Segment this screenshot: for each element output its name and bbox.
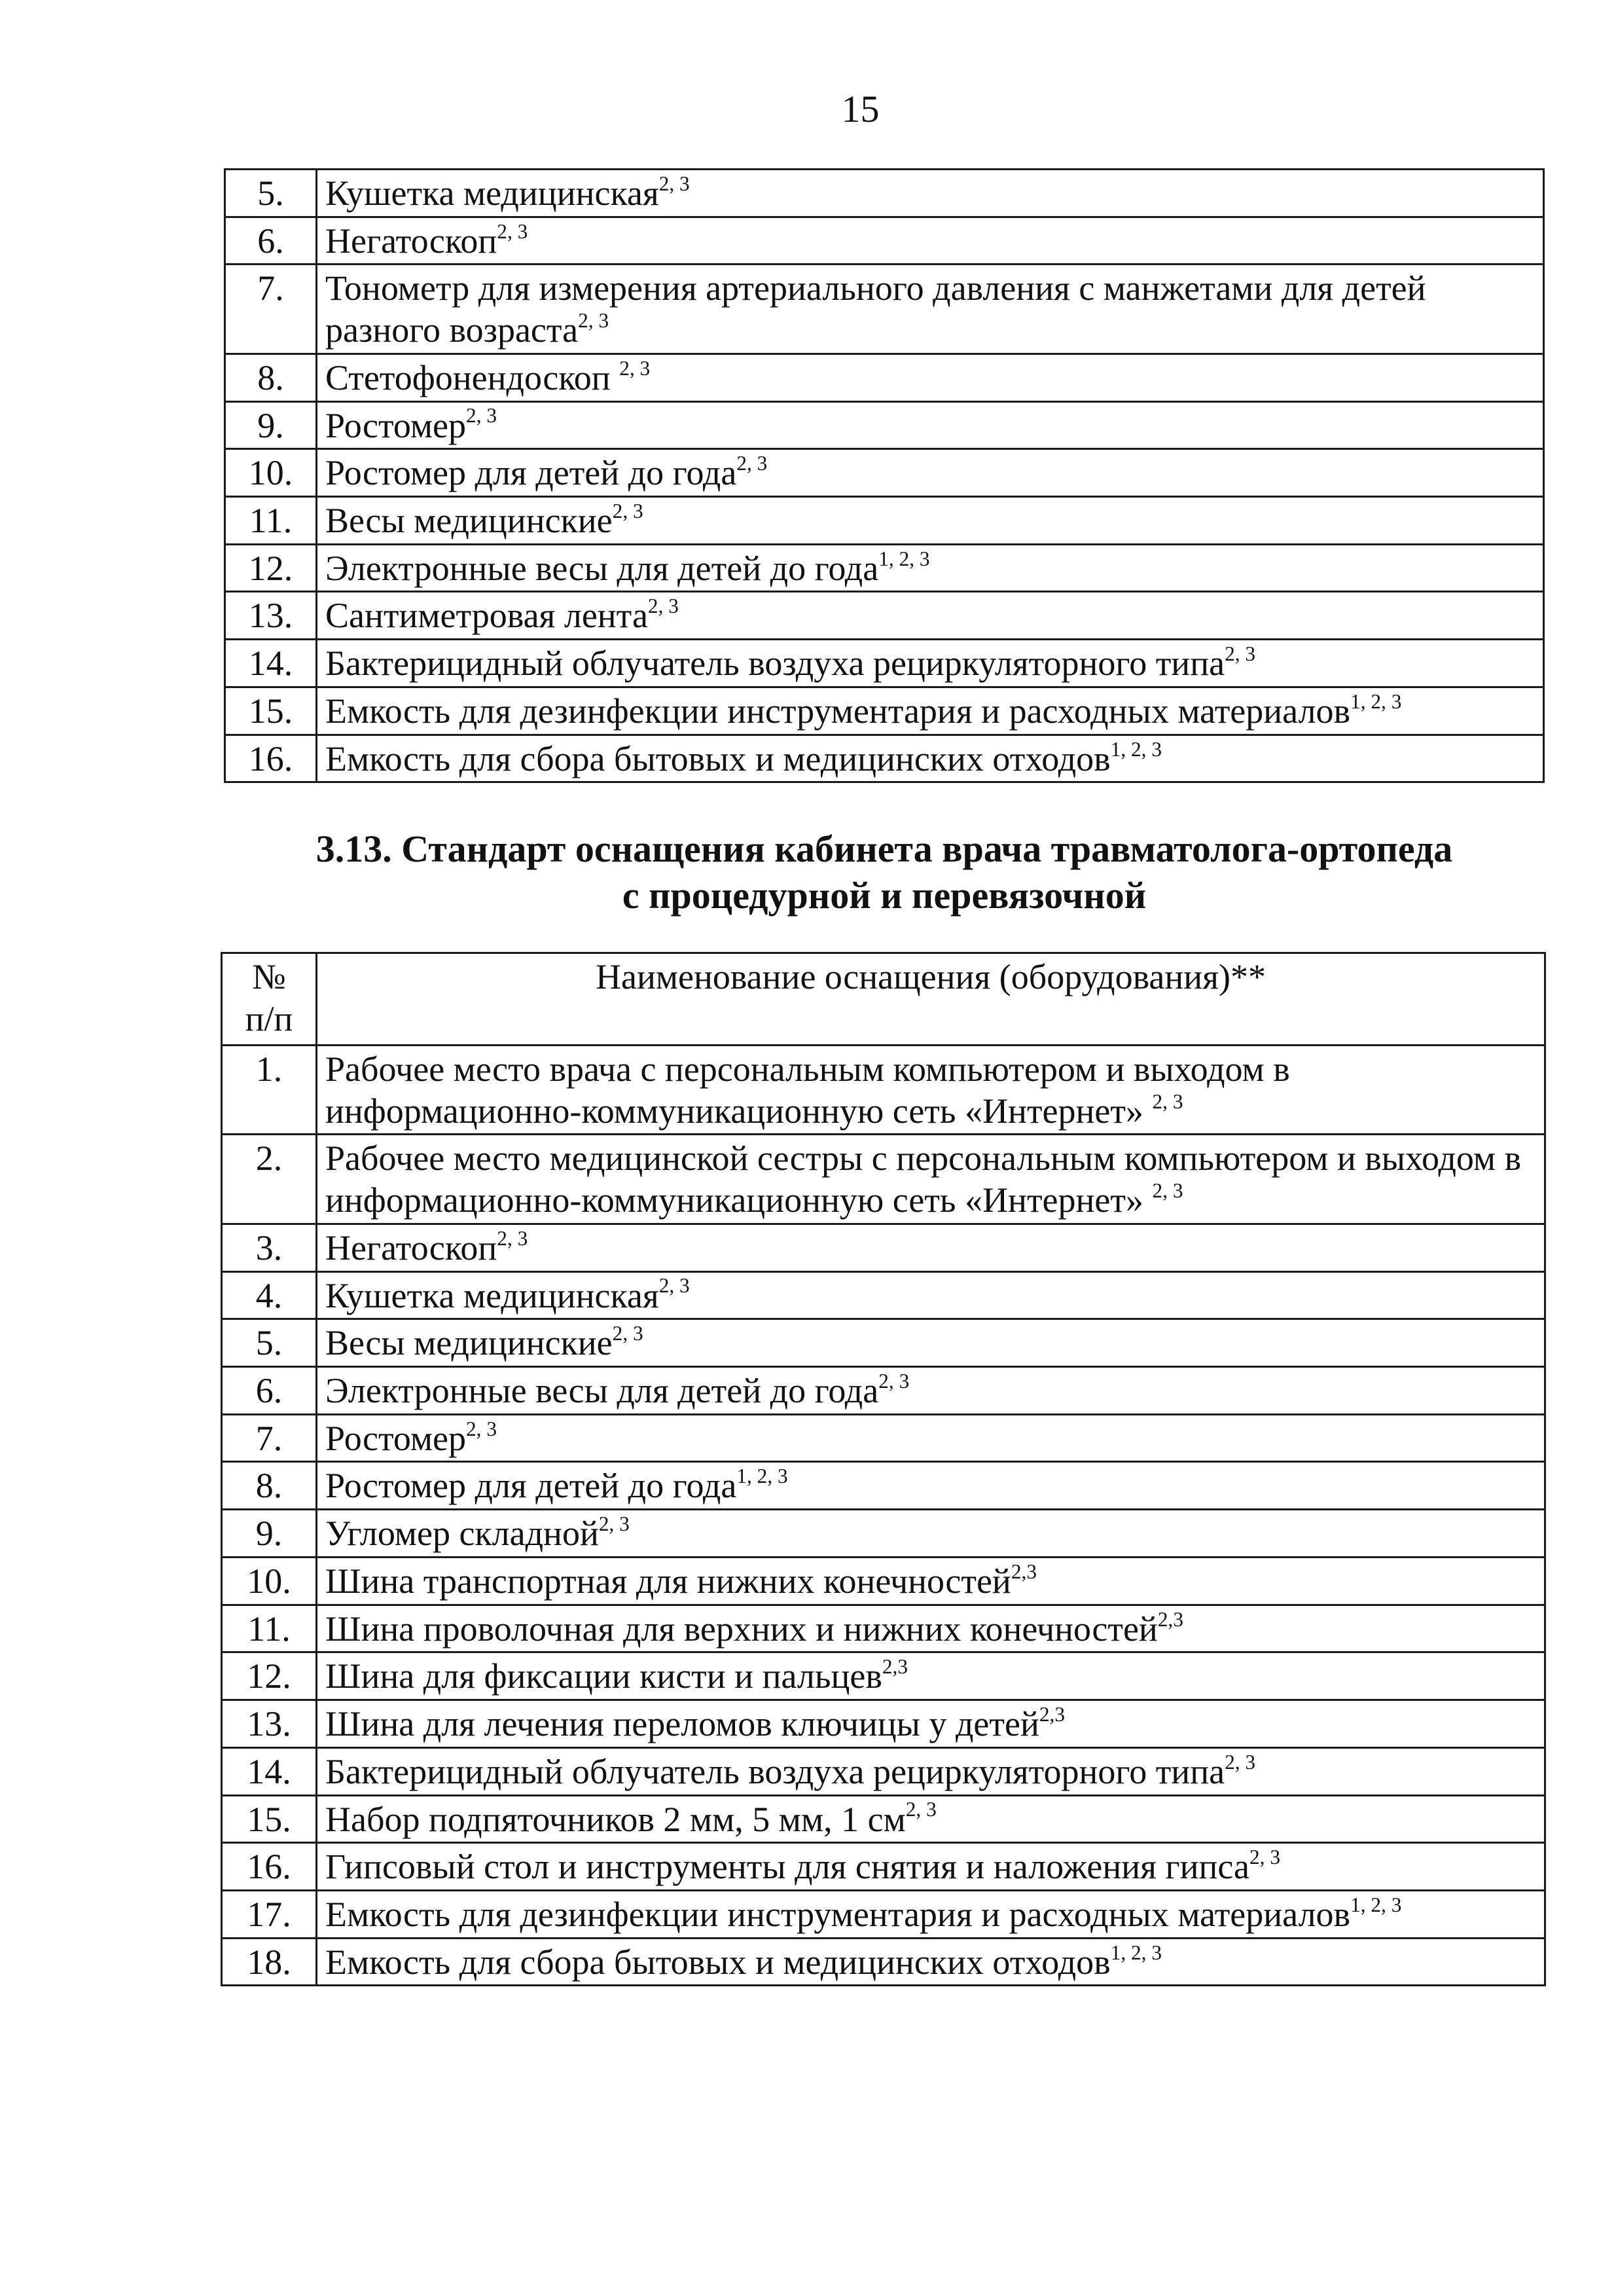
equipment-name bbox=[317, 1843, 1545, 1891]
row-number bbox=[222, 1747, 317, 1795]
equipment-name-text: Гипсовый стол и инструменты для снятия и наложения гипса bbox=[325, 1847, 1249, 1887]
footnote-marker: 2, 3 bbox=[736, 452, 768, 475]
table-row bbox=[222, 1890, 1545, 1938]
table-header-row bbox=[222, 953, 1545, 1046]
table-row bbox=[225, 449, 1544, 497]
row-number-text: 14. bbox=[248, 644, 293, 683]
footnote-marker: 1, 2, 3 bbox=[1350, 689, 1402, 713]
footnote-marker: 2, 3 bbox=[905, 1798, 937, 1821]
header-number-abbrev: п/п bbox=[245, 998, 293, 1038]
table-row bbox=[222, 1271, 1545, 1319]
footnote-marker: 2, 3 bbox=[878, 1369, 910, 1393]
row-number bbox=[225, 640, 317, 687]
row-number-text: 18. bbox=[247, 1942, 291, 1982]
footnote-marker: 2, 3 bbox=[612, 1322, 643, 1345]
table-row bbox=[222, 1510, 1545, 1558]
equipment-name bbox=[317, 1414, 1545, 1462]
table-row bbox=[222, 1795, 1545, 1843]
table-row bbox=[225, 687, 1544, 735]
footnote-marker: 1, 2, 3 bbox=[1110, 1941, 1162, 1964]
trauma-orthopedist-equipment-table bbox=[221, 952, 1546, 1986]
equipment-name-text: Рабочее место врача с персональным компьютером и выходом в информационно-коммуникационную сеть «Интернет» bbox=[325, 1049, 1290, 1131]
equipment-name-text: Емкость для дезинфекции инструментария и расходных материалов bbox=[325, 691, 1351, 731]
footnote-marker: 2,3 bbox=[1039, 1702, 1066, 1726]
row-number-text: 15. bbox=[248, 691, 293, 731]
footnote-marker: 2,3 bbox=[1157, 1607, 1183, 1631]
equipment-name bbox=[317, 592, 1544, 640]
header-number-sign: № bbox=[252, 957, 286, 996]
equipment-name bbox=[317, 544, 1544, 592]
footnote-marker: 2, 3 bbox=[658, 1274, 690, 1298]
table-row bbox=[222, 1414, 1545, 1462]
equipment-name bbox=[317, 217, 1544, 264]
trauma-orthopedist-equipment-body bbox=[222, 1046, 1545, 1986]
row-number-text: 11. bbox=[249, 501, 293, 541]
row-number-text: 7. bbox=[257, 268, 284, 308]
equipment-name bbox=[317, 170, 1544, 217]
equipment-name-text: Электронные весы для детей до года bbox=[325, 1371, 879, 1411]
row-number-text: 8. bbox=[255, 1466, 283, 1506]
equipment-name bbox=[317, 1224, 1545, 1271]
row-number-text: 3. bbox=[255, 1228, 283, 1267]
equipment-name-text: Весы медицинские bbox=[325, 1323, 613, 1363]
equipment-name bbox=[317, 1462, 1545, 1510]
equipment-name-text: Весы медицинские bbox=[325, 501, 613, 541]
equipment-name-text: Кушетка медицинская bbox=[325, 173, 659, 213]
table-row bbox=[225, 735, 1544, 782]
table-row bbox=[225, 497, 1544, 545]
footnote-marker: 2, 3 bbox=[497, 219, 528, 243]
footnote-marker: 2, 3 bbox=[1152, 1089, 1183, 1113]
footnote-marker: 2, 3 bbox=[612, 499, 643, 522]
equipment-name bbox=[317, 1938, 1545, 1986]
table-row bbox=[222, 1135, 1545, 1224]
row-number-text: 7. bbox=[255, 1418, 283, 1458]
row-number bbox=[222, 1510, 317, 1558]
equipment-name-text: Ростомер bbox=[325, 405, 466, 445]
equipment-name bbox=[317, 401, 1544, 449]
row-number-text: 13. bbox=[247, 1704, 291, 1744]
equipment-name-text: Бактерицидный облучатель воздуха рециркуляторного типа bbox=[325, 1751, 1225, 1791]
footnote-marker: 2, 3 bbox=[466, 1417, 497, 1440]
equipment-name bbox=[317, 497, 1544, 545]
table-row bbox=[222, 1224, 1545, 1271]
row-number-text: 12. bbox=[248, 548, 293, 588]
equipment-name bbox=[317, 1510, 1545, 1558]
equipment-name-text: Стетофонендоскоп bbox=[325, 357, 620, 397]
row-number bbox=[225, 170, 317, 217]
row-number-text: 11. bbox=[247, 1609, 291, 1649]
row-number-text: 10. bbox=[248, 453, 293, 493]
equipment-name bbox=[317, 1605, 1545, 1652]
footnote-marker: 2, 3 bbox=[598, 1512, 630, 1536]
footnote-marker: 2, 3 bbox=[658, 172, 690, 195]
row-number bbox=[222, 1224, 317, 1271]
footnote-marker: 1, 2, 3 bbox=[1350, 1893, 1402, 1916]
row-number bbox=[225, 735, 317, 782]
equipment-name-text: Емкость для дезинфекции инструментария и расходных материалов bbox=[325, 1894, 1351, 1934]
section-title-line-1: 3.13. Стандарт оснащения кабинета врача травматолога-ортопеда bbox=[315, 828, 1453, 870]
table-row bbox=[222, 1938, 1545, 1986]
header-name-cell: Наименование оснащения (оборудования)** bbox=[317, 953, 1545, 1046]
row-number-text: 10. bbox=[247, 1561, 291, 1601]
section-title-line-2: с процедурной и перевязочной bbox=[622, 873, 1147, 917]
row-number bbox=[225, 592, 317, 640]
equipment-name-text: Ростомер для детей до года bbox=[325, 1466, 737, 1506]
row-number bbox=[225, 401, 317, 449]
equipment-name-text: Рабочее место медицинской сестры с персональным компьютером и выходом в информационно-коммуникационную сеть «Интернет» bbox=[325, 1139, 1522, 1220]
footnote-marker: 1, 2, 3 bbox=[1110, 737, 1162, 761]
row-number-text: 15. bbox=[247, 1799, 291, 1839]
footnote-marker: 2, 3 bbox=[1225, 642, 1256, 666]
row-number bbox=[225, 264, 317, 354]
row-number-text: 1. bbox=[255, 1049, 283, 1089]
footnote-marker: 2, 3 bbox=[578, 309, 609, 333]
row-number bbox=[225, 497, 317, 545]
footnote-marker: 2, 3 bbox=[1225, 1750, 1256, 1774]
row-number-text: 4. bbox=[255, 1275, 283, 1315]
table-row bbox=[225, 544, 1544, 592]
footnote-marker: 2, 3 bbox=[1249, 1846, 1280, 1869]
equipment-name bbox=[317, 1046, 1545, 1135]
table-row bbox=[225, 264, 1544, 354]
footnote-marker: 2,3 bbox=[882, 1655, 908, 1679]
row-number-text: 9. bbox=[255, 1514, 283, 1554]
row-number-text: 5. bbox=[257, 173, 284, 213]
equipment-name-text: Шина проволочная для верхних и нижних конечностей bbox=[325, 1609, 1158, 1649]
row-number-text: 14. bbox=[247, 1751, 291, 1791]
row-number-text: 9. bbox=[257, 405, 284, 445]
equipment-name-text: Негатоскоп bbox=[325, 221, 497, 261]
equipment-name bbox=[317, 1319, 1545, 1367]
equipment-name bbox=[317, 1747, 1545, 1795]
row-number-text: 6. bbox=[255, 1371, 283, 1411]
row-number bbox=[222, 1414, 317, 1462]
row-number-text: 6. bbox=[257, 221, 284, 261]
equipment-name-text: Бактерицидный облучатель воздуха рециркуляторного типа bbox=[325, 644, 1225, 683]
table-row bbox=[222, 1652, 1545, 1700]
table-row bbox=[222, 1843, 1545, 1891]
equipment-name bbox=[317, 735, 1544, 782]
footnote-marker: 2,3 bbox=[1011, 1559, 1037, 1583]
table-row bbox=[225, 217, 1544, 264]
equipment-name-text: Шина транспортная для нижних конечностей bbox=[325, 1561, 1011, 1601]
section-title bbox=[224, 826, 1545, 919]
row-number bbox=[222, 1652, 317, 1700]
row-number bbox=[222, 1319, 317, 1367]
row-number bbox=[222, 1795, 317, 1843]
row-number-text: 8. bbox=[257, 357, 284, 397]
row-number bbox=[222, 1557, 317, 1605]
equipment-name bbox=[317, 1367, 1545, 1415]
equipment-table-continued bbox=[224, 168, 1545, 783]
equipment-name bbox=[317, 1557, 1545, 1605]
footnote-marker: 2, 3 bbox=[647, 594, 679, 618]
row-number-text: 17. bbox=[247, 1894, 291, 1934]
equipment-name bbox=[317, 687, 1544, 735]
row-number bbox=[222, 1271, 317, 1319]
footnote-marker: 2, 3 bbox=[619, 356, 651, 380]
header-number-cell bbox=[222, 953, 317, 1046]
footnote-marker: 2, 3 bbox=[497, 1226, 528, 1250]
equipment-name-text: Емкость для сбора бытовых и медицинских отходов bbox=[325, 1942, 1111, 1982]
row-number-text: 5. bbox=[255, 1323, 283, 1363]
equipment-name bbox=[317, 1652, 1545, 1700]
table-row bbox=[222, 1367, 1545, 1415]
table-row bbox=[225, 640, 1544, 687]
row-number bbox=[222, 1700, 317, 1748]
equipment-name-text: Емкость для сбора бытовых и медицинских отходов bbox=[325, 738, 1111, 778]
equipment-name bbox=[317, 1795, 1545, 1843]
equipment-name bbox=[317, 1700, 1545, 1748]
equipment-name-text: Кушетка медицинская bbox=[325, 1275, 659, 1315]
table-row bbox=[225, 170, 1544, 217]
equipment-name-text: Набор подпяточников 2 мм, 5 мм, 1 см bbox=[325, 1799, 906, 1839]
row-number-text: 13. bbox=[248, 596, 293, 636]
equipment-name bbox=[317, 1890, 1545, 1938]
equipment-table-continued-body bbox=[225, 170, 1544, 782]
row-number bbox=[225, 544, 317, 592]
row-number bbox=[225, 217, 317, 264]
row-number bbox=[222, 1890, 317, 1938]
equipment-name-text: Угломер складной bbox=[325, 1514, 599, 1554]
table-row bbox=[222, 1319, 1545, 1367]
row-number-text: 12. bbox=[247, 1656, 291, 1696]
table-row bbox=[225, 354, 1544, 401]
table-row bbox=[225, 592, 1544, 640]
row-number bbox=[222, 1462, 317, 1510]
table-row bbox=[222, 1046, 1545, 1135]
equipment-name-text: Шина для лечения переломов ключицы у детей bbox=[325, 1704, 1039, 1744]
row-number-text: 16. bbox=[248, 738, 293, 778]
equipment-name-text: Шина для фиксации кисти и пальцев bbox=[325, 1656, 882, 1696]
row-number bbox=[222, 1605, 317, 1652]
table-row bbox=[222, 1462, 1545, 1510]
footnote-marker: 2, 3 bbox=[1152, 1179, 1183, 1203]
equipment-name bbox=[317, 354, 1544, 401]
equipment-name bbox=[317, 1135, 1545, 1224]
table-row bbox=[222, 1605, 1545, 1652]
row-number bbox=[222, 1843, 317, 1891]
equipment-name-text: Ростомер bbox=[325, 1418, 466, 1458]
row-number bbox=[222, 1046, 317, 1135]
equipment-name-text: Тонометр для измерения артериального давления с манжетами для детей разного возраста bbox=[325, 268, 1426, 350]
equipment-name bbox=[317, 264, 1544, 354]
footnote-marker: 2, 3 bbox=[466, 404, 497, 428]
equipment-name-text: Негатоскоп bbox=[325, 1228, 497, 1267]
equipment-name-text: Сантиметровая лента bbox=[325, 596, 648, 636]
footnote-marker: 1, 2, 3 bbox=[736, 1465, 788, 1488]
row-number bbox=[222, 1367, 317, 1415]
row-number bbox=[222, 1938, 317, 1986]
equipment-name bbox=[317, 640, 1544, 687]
row-number bbox=[222, 1135, 317, 1224]
table-row bbox=[222, 1700, 1545, 1748]
page-number: 15 bbox=[841, 88, 880, 130]
table-row bbox=[222, 1557, 1545, 1605]
row-number bbox=[225, 354, 317, 401]
table-row bbox=[225, 401, 1544, 449]
equipment-name bbox=[317, 449, 1544, 497]
table-row bbox=[222, 1747, 1545, 1795]
row-number-text: 2. bbox=[255, 1139, 283, 1178]
footnote-marker: 1, 2, 3 bbox=[878, 547, 930, 570]
equipment-name bbox=[317, 1271, 1545, 1319]
row-number bbox=[225, 449, 317, 497]
row-number-text: 16. bbox=[247, 1847, 291, 1887]
equipment-name-text: Ростомер для детей до года bbox=[325, 453, 737, 493]
row-number bbox=[225, 687, 317, 735]
equipment-name-text: Электронные весы для детей до года bbox=[325, 548, 879, 588]
